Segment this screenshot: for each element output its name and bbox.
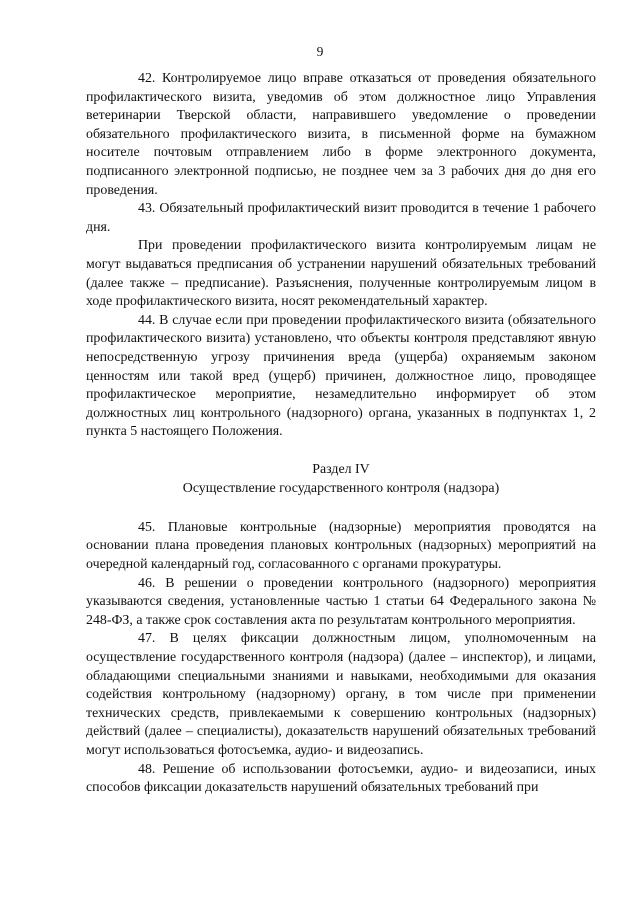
paragraph-48: 48. Решение об использовании фотосъемки, аудио- и видеозаписи, иных способов фиксации доказательств нарушений обязательных требований при	[86, 761, 596, 796]
page-number: 9	[316, 44, 324, 59]
paragraph-44: 44. В случае если при проведении профилактического визита (обязательного профилактического визита) установлено, что объекты контроля представляют явную непосредственную угрозу причинения вреда (ущерба) охраняемым законом ценностям или такой вред (ущерб) причинен, должностное лицо, проводящее профилактическое мероприятие, незамедлительно информирует об этом должностных лиц контрольного (надзорного) органа, указанных в подпунктах 1, 2 пункта 5 настоящего Положения.	[86, 312, 596, 440]
paragraph-43: 43. Обязательный профилактический визит проводится в течение 1 рабочего дня.	[86, 201, 596, 235]
paragraph-46: 46. В решении о проведении контрольного (надзорного) мероприятия указываются сведения, установленные частью 1 статьи 64 Федерального закона № 248-ФЗ, а также срок составления акта по результатам контрольного мероприятия.	[86, 575, 596, 628]
paragraph-42: 42. Контролируемое лицо вправе отказаться от проведения обязательного профилактического визита, уведомив об этом должностное лицо Управления ветеринарии Тверской области, направившего уведомление о проведении обязательного профилактического визита, в письменной форме на бумажном носителе почтовым отправлением либо в форме электронного документа, подписанного электронной подписью, не позднее чем за 3 рабочих дня до дня его проведения.	[86, 71, 596, 198]
paragraph-43-continuation: При проведении профилактического визита контролируемым лицам не могут выдаваться предписания об устранении нарушений обязательных требований (далее также – предписание). Разъяснения, полученные контролируемым лицом в ходе профилактического визита, носят рекомендательный характер.	[86, 238, 596, 310]
paragraph-45: 45. Плановые контрольные (надзорные) мероприятия проводятся на основании плана проведения плановых контрольных (надзорных) мероприятий на очередной календарный год, согласованного с органами прокуратуры.	[86, 519, 596, 573]
section-heading: Раздел IV	[312, 461, 370, 477]
paragraph-47: 47. В целях фиксации должностным лицом, уполномоченным на осуществление государственного контроля (надзора) (далее – инспектор), и лицами, обладающими специальными знаниями и навыками, необходимыми для оказания содействия контрольному (надзорному) органу, в том числе при применении технических средств, привлекаемыми к совершению контрольных (надзорных) действий (далее – специалисты), доказательств нарушений обязательных требований могут использоваться фотосъемка, аудио- и видеозапись.	[86, 631, 596, 758]
section-title: Осуществление государственного контроля (надзора)	[182, 480, 500, 496]
document-body	[86, 70, 596, 798]
